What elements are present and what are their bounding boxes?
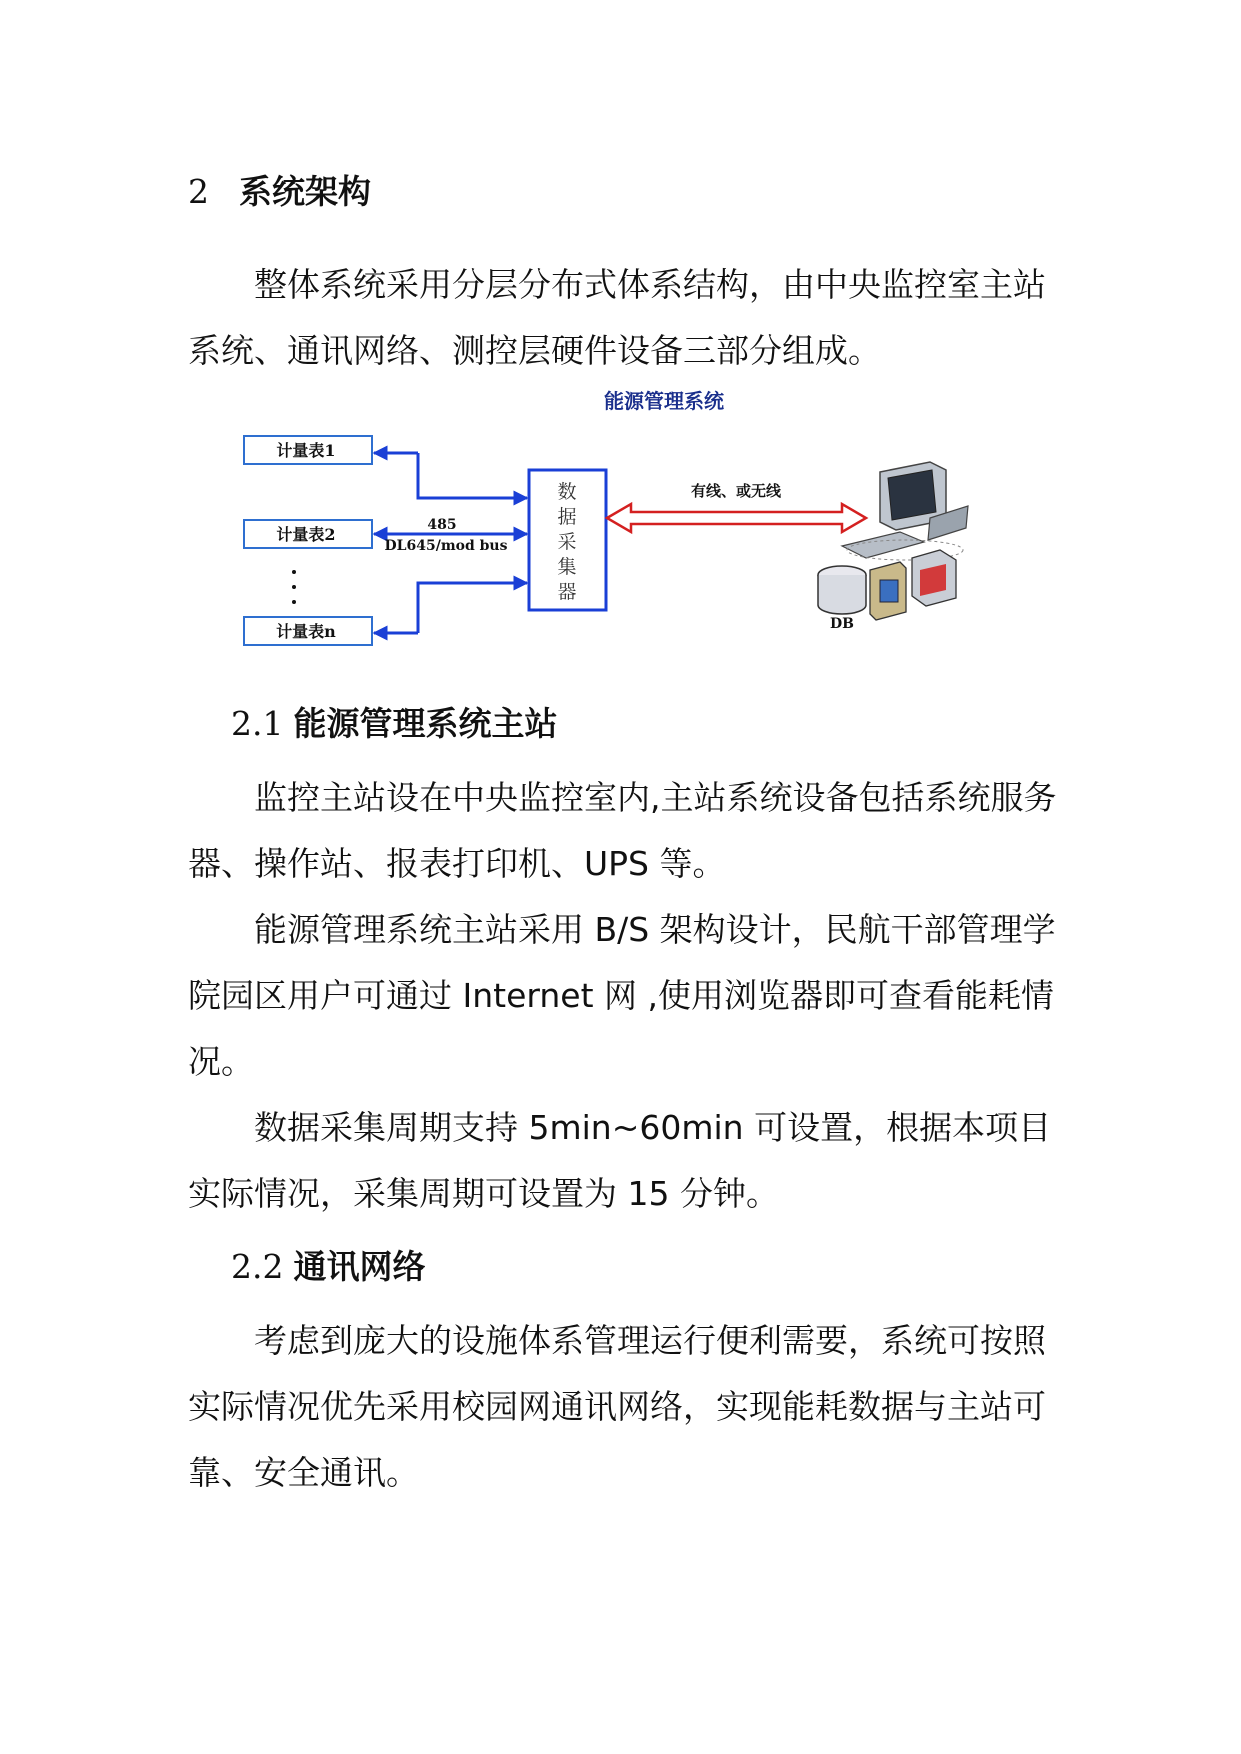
- section-title: 系统架构: [239, 172, 371, 211]
- collector-char-2: 据: [557, 506, 577, 528]
- meter-1: [244, 436, 372, 464]
- bus-label-protocol: DL645/mod bus: [384, 538, 508, 554]
- collector-char-4: 集: [557, 556, 577, 578]
- diagram-title: 能源管理系统: [604, 389, 724, 413]
- subsection-title: 能源管理系统主站: [293, 704, 558, 743]
- bus-label-485: 485: [427, 517, 457, 533]
- computer-icon: [842, 462, 968, 560]
- server-icon: [870, 562, 906, 620]
- collector-char-5: 器: [557, 581, 577, 603]
- subsection-number: 2.2: [231, 1247, 284, 1286]
- db-label: DB: [830, 616, 854, 632]
- meter-n-label: 计量表n: [276, 622, 336, 641]
- master-paragraph-3: 数据采集周期支持 5min~60min 可设置，根据本项目实际情况，采集周期可设置为 15 分钟。: [188, 1108, 1052, 1213]
- architecture-diagram: [0, 380, 1241, 680]
- ellipsis-dots: [292, 570, 296, 604]
- meter-2-label: 计量表2: [276, 525, 336, 544]
- network-paragraph: 考虑到庞大的设施体系管理运行便利需要，系统可按照实际情况优先采用校园网通讯网络，实现能耗数据与主站可靠、安全通讯。: [188, 1321, 1046, 1492]
- subsection-heading-2-2: [231, 1247, 425, 1287]
- firewall-icon: [912, 550, 956, 606]
- collector-char-1: 数: [557, 481, 577, 503]
- section-number: 2: [188, 172, 209, 211]
- link-label: 有线、或无线: [690, 482, 782, 500]
- master-paragraph-1: 监控主站设在中央监控室内,主站系统设备包括系统服务器、操作站、报表打印机、UPS 等。: [188, 778, 1057, 883]
- wireless-link-arrow: [607, 504, 866, 532]
- data-collector: [529, 470, 606, 610]
- subsection-heading-2-1: [231, 704, 557, 744]
- collector-char-3: 采: [557, 531, 577, 553]
- database-icon: [818, 566, 866, 614]
- section-heading: [188, 172, 371, 212]
- meter-2: [244, 520, 372, 548]
- subsection-number: 2.1: [231, 704, 284, 743]
- meter-n: [244, 617, 372, 645]
- subsection-title: 通讯网络: [293, 1247, 426, 1286]
- master-paragraph-2: 能源管理系统主站采用 B/S 架构设计，民航干部管理学院园区用户可通过 Internet 网 ,使用浏览器即可查看能耗情况。: [188, 910, 1056, 1081]
- meter-1-label: 计量表1: [276, 441, 336, 460]
- intro-paragraph: 整体系统采用分层分布式体系结构，由中央监控室主站系统、通讯网络、测控层硬件设备三部分组成。: [188, 265, 1046, 370]
